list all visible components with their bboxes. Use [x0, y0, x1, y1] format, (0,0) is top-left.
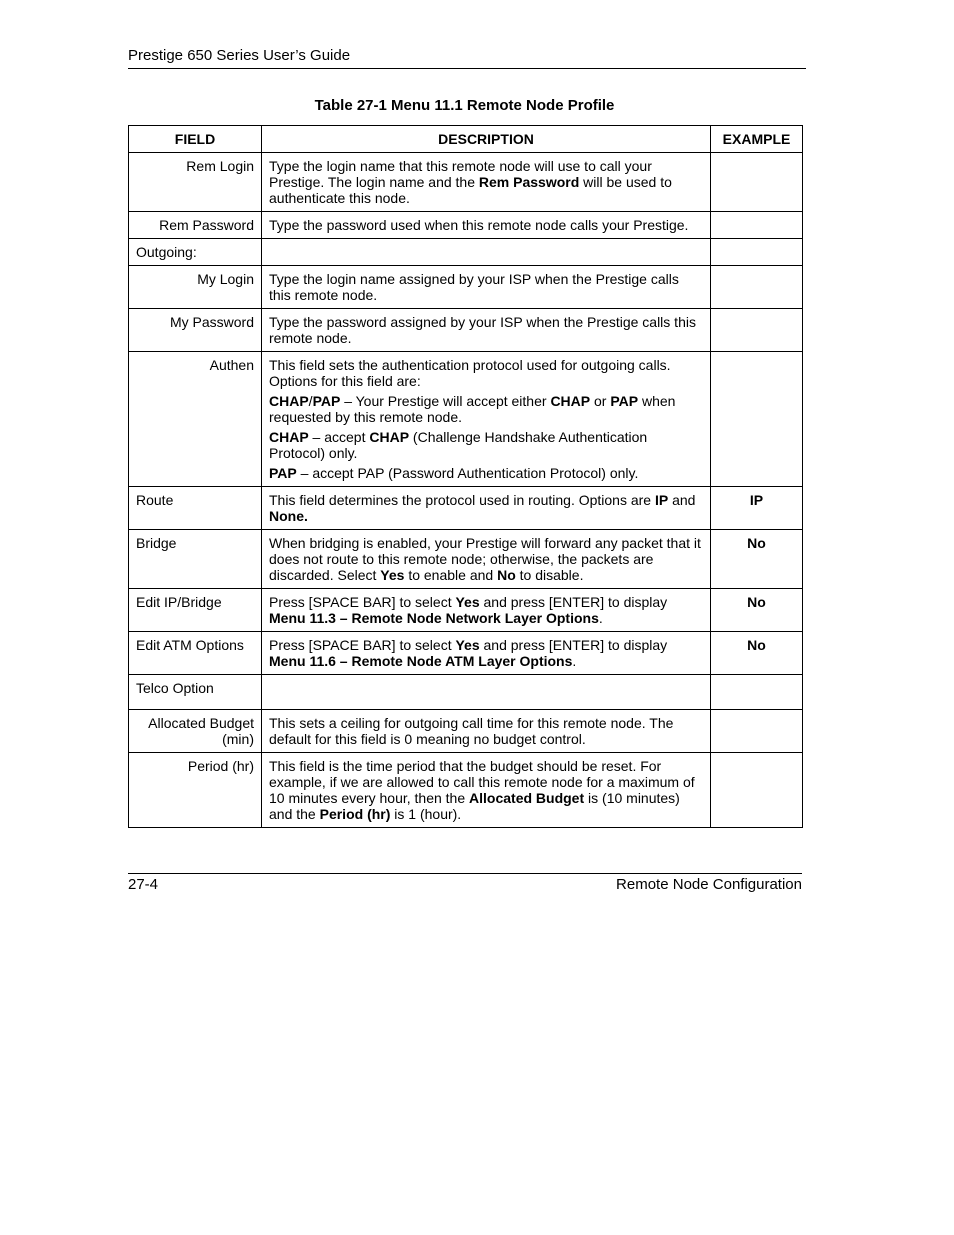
field-name-cell: Edit IP/Bridge — [129, 589, 262, 632]
example-cell — [711, 266, 803, 309]
column-header-field: FIELD — [129, 126, 262, 153]
description-paragraph — [269, 357, 703, 389]
example-cell: No — [711, 530, 803, 589]
bold-term: CHAP — [269, 393, 309, 409]
example-cell — [711, 675, 803, 710]
field-name-cell: Outgoing: — [129, 239, 262, 266]
field-name-cell: Route — [129, 487, 262, 530]
table-row — [129, 239, 803, 266]
description-paragraph — [269, 465, 703, 481]
bold-term: PAP — [269, 465, 297, 481]
text-run: Type the login name assigned by your ISP when the Prestige calls this remote node. — [269, 271, 679, 303]
bold-term: CHAP — [369, 429, 410, 445]
guide-title: Prestige 650 Series User’s Guide — [128, 47, 351, 64]
text-run: and press [ENTER] to display — [479, 594, 668, 610]
table-row — [129, 487, 803, 530]
running-header — [128, 47, 806, 69]
example-cell: IP — [711, 487, 803, 530]
bold-term: Menu 11.3 – Remote Node Network Layer Options — [269, 610, 599, 626]
description-cell — [262, 352, 711, 487]
bold-term: Allocated Budget — [469, 790, 585, 806]
bold-term: CHAP — [269, 429, 309, 445]
bold-term: Yes — [455, 594, 480, 610]
column-header-description: DESCRIPTION — [262, 126, 711, 153]
description-cell — [262, 309, 711, 352]
text-run: Type the login name that this remote node will use to call your Prestige. The login name and the — [269, 158, 652, 190]
description-cell — [262, 675, 711, 710]
field-name-cell: Authen — [129, 352, 262, 487]
bold-term: No — [497, 567, 516, 583]
text-run: – accept PAP (Password Authentication Protocol) only. — [296, 465, 639, 481]
text-run: Press [SPACE BAR] to select — [269, 594, 456, 610]
text-run: Press [SPACE BAR] to select — [269, 637, 456, 653]
description-paragraph — [269, 758, 703, 822]
text-run: to disable. — [515, 567, 584, 583]
text-run: (Challenge Handshake Authentication Protocol) only. — [269, 429, 648, 461]
running-footer — [128, 873, 802, 898]
text-run: when requested by this remote node. — [269, 393, 676, 425]
field-name-cell: Bridge — [129, 530, 262, 589]
bold-term: Menu 11.6 – Remote Node ATM Layer Options — [269, 653, 573, 669]
text-run: is 1 (hour). — [390, 806, 462, 822]
description-paragraph — [269, 594, 703, 626]
example-cell — [711, 753, 803, 828]
table-row — [129, 632, 803, 675]
table-caption: Table 27-1 Menu 11.1 Remote Node Profile — [314, 97, 615, 114]
description-paragraph — [269, 535, 703, 583]
field-name-cell: Allocated Budget (min) — [129, 710, 262, 753]
field-name-cell: Rem Login — [129, 153, 262, 212]
bold-term: Rem Password — [478, 174, 580, 190]
column-header-example: EXAMPLE — [711, 126, 803, 153]
text-run: This field determines the protocol used in routing. Options are — [269, 492, 655, 508]
table-header-row — [129, 126, 803, 153]
text-run: When bridging is enabled, your Prestige will forward any packet that it does not route to this remote node; otherwise, the packets are discarded. Select — [269, 535, 701, 583]
bold-term: Yes — [455, 637, 480, 653]
table-row — [129, 212, 803, 239]
bold-term: IP — [654, 492, 669, 508]
description-paragraph — [269, 314, 703, 346]
text-run: is (10 minutes) and the — [269, 790, 680, 822]
example-cell — [711, 710, 803, 753]
bold-term: PAP — [312, 393, 341, 409]
description-paragraph — [269, 715, 703, 747]
description-cell — [262, 589, 711, 632]
description-cell — [262, 212, 711, 239]
field-name-cell: Telco Option — [129, 675, 262, 710]
page-number: 27-4 — [128, 876, 159, 893]
example-cell: No — [711, 589, 803, 632]
table-row — [129, 309, 803, 352]
text-run: . — [572, 653, 577, 669]
field-name-cell: My Password — [129, 309, 262, 352]
text-run: – Your Prestige will accept either — [340, 393, 551, 409]
text-run: This field is the time period that the budget should be reset. For example, if we are allowed to call this remote node for a maximum of 10 minutes every hour, then the — [269, 758, 695, 806]
text-run: to enable and — [404, 567, 498, 583]
table-row — [129, 589, 803, 632]
description-paragraph — [269, 492, 703, 524]
bold-term: CHAP — [550, 393, 591, 409]
description-paragraph — [269, 158, 703, 206]
text-run: will be used to authenticate this node. — [269, 174, 672, 206]
description-cell — [262, 530, 711, 589]
description-cell — [262, 239, 711, 266]
description-paragraph — [269, 217, 703, 233]
table-row — [129, 710, 803, 753]
description-cell — [262, 753, 711, 828]
field-name-cell: Rem Password — [129, 212, 262, 239]
bold-term: PAP — [610, 393, 639, 409]
field-name-cell: Edit ATM Options — [129, 632, 262, 675]
text-run: . — [598, 610, 603, 626]
field-name-cell: Period (hr) — [129, 753, 262, 828]
description-paragraph — [269, 271, 703, 303]
table-row — [129, 352, 803, 487]
example-cell — [711, 309, 803, 352]
description-cell — [262, 487, 711, 530]
bold-term: None. — [269, 508, 308, 524]
bold-term: Yes — [380, 567, 405, 583]
text-run: / — [308, 393, 313, 409]
description-paragraph — [269, 429, 703, 461]
table-row — [129, 675, 803, 710]
description-cell — [262, 710, 711, 753]
table-row — [129, 753, 803, 828]
text-run: This field sets the authentication protocol used for outgoing calls. Options for this field are: — [269, 357, 671, 389]
text-run: Type the password assigned by your ISP when the Prestige calls this remote node. — [269, 314, 696, 346]
description-cell — [262, 632, 711, 675]
bold-term: Period (hr) — [319, 806, 391, 822]
text-run: or — [590, 393, 611, 409]
text-run: and — [668, 492, 696, 508]
remote-node-profile-table — [128, 125, 803, 828]
example-cell: No — [711, 632, 803, 675]
table-row — [129, 153, 803, 212]
example-cell — [711, 212, 803, 239]
example-cell — [711, 153, 803, 212]
example-cell — [711, 239, 803, 266]
field-name-cell: My Login — [129, 266, 262, 309]
table-row — [129, 266, 803, 309]
description-paragraph — [269, 393, 703, 425]
description-paragraph — [269, 637, 703, 669]
table-body — [129, 153, 803, 828]
section-title: Remote Node Configuration — [616, 876, 802, 893]
text-run: – accept — [308, 429, 370, 445]
description-cell — [262, 266, 711, 309]
example-cell — [711, 352, 803, 487]
text-run: This sets a ceiling for outgoing call time for this remote node. The default for this field is 0 meaning no budget control. — [269, 715, 674, 747]
description-cell — [262, 153, 711, 212]
table-row — [129, 530, 803, 589]
text-run: Type the password used when this remote node calls your Prestige. — [269, 217, 689, 233]
text-run: and press [ENTER] to display — [479, 637, 668, 653]
